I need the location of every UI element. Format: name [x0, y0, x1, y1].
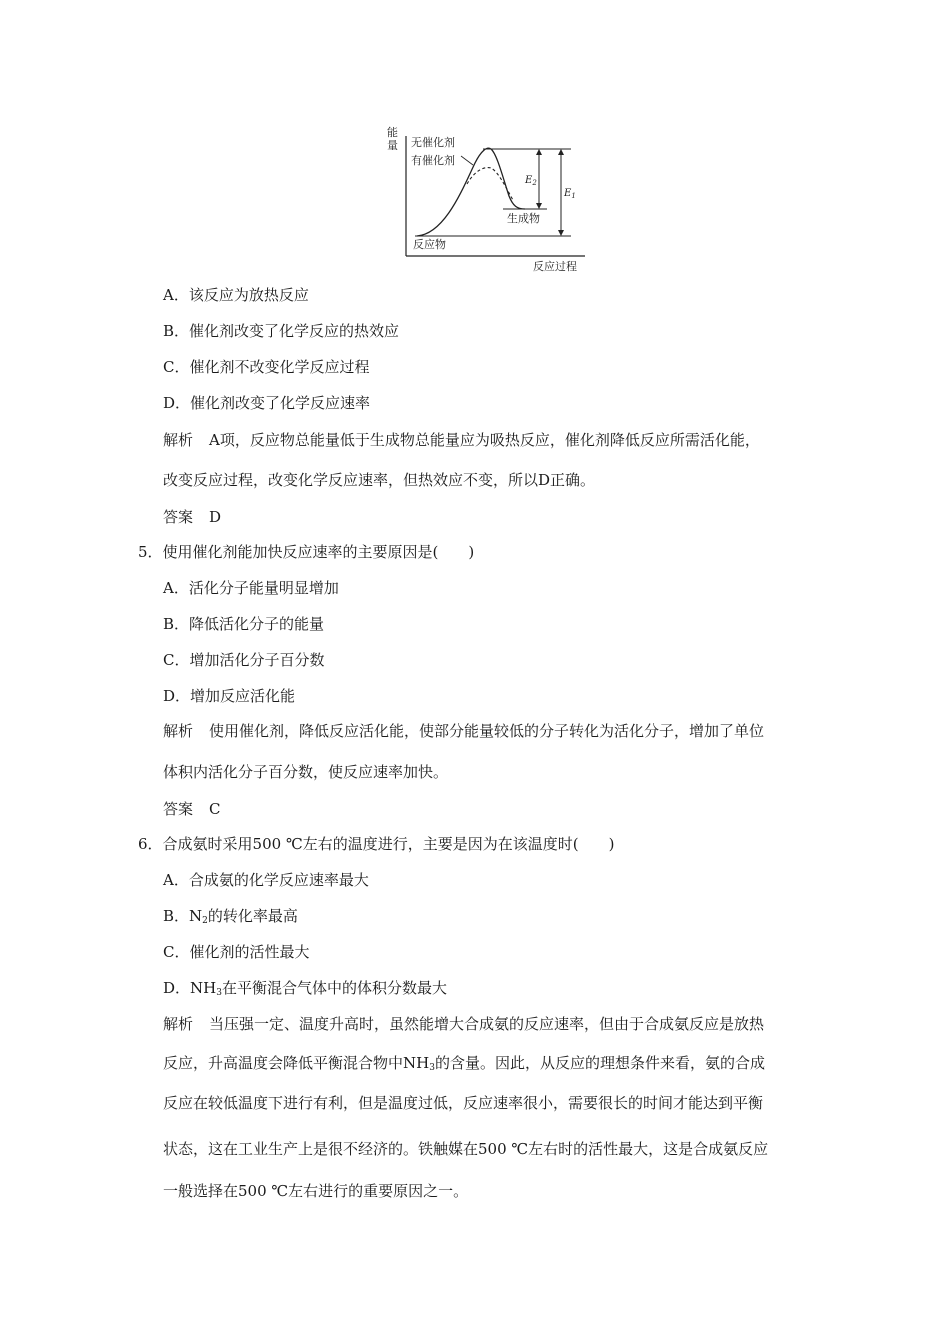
q6-stem: 6．合成氨时采用500 ℃左右的温度进行，主要是因为在该温度时( ): [138, 835, 615, 853]
q6-analysis-line-3: 反应在较低温度下进行有利，但是温度过低，反应速率很小，需要很长的时间才能达到平衡: [163, 1094, 764, 1112]
q4-analysis-text-1: A项，反应物总能量低于生成物总能量应为吸热反应，催化剂降低反应所需活化能，: [209, 431, 760, 449]
q6-option-b: B．$N_2$的转化率最高: [163, 907, 298, 926]
q4-option-c: C．催化剂不改变化学反应过程: [163, 358, 370, 376]
catalyst-pointer: [461, 156, 473, 165]
q5-option-c: C．增加活化分子百分数: [163, 651, 325, 669]
catalyst-label: 有催化剂: [411, 154, 455, 167]
q5-analysis-text-1: 使用催化剂，降低反应活化能，使部分能量较低的分子转化为活化分子，增加了单位: [209, 722, 765, 740]
x-axis-label: 反应过程: [533, 260, 577, 273]
q5-answer-label: 答案: [163, 800, 194, 818]
q4-analysis-line-2: 改变反应过程，改变化学反应速率，但热效应不变，所以D正确。: [163, 471, 596, 489]
energy-diagram-svg: [375, 118, 605, 278]
q5-option-d: D．增加反应活化能: [163, 687, 296, 705]
q6-analysis-line-5: 一般选择在500 ℃左右进行的重要原因之一。: [163, 1182, 469, 1200]
e1-arrow-head-up: [558, 149, 564, 155]
q5-answer-value: C: [209, 800, 221, 818]
q5-analysis-line-1: [163, 721, 764, 741]
q5-answer: [163, 799, 221, 819]
curve-with-catalyst: [467, 168, 513, 200]
energy-diagram: [375, 118, 605, 278]
q4-option-d: D．催化剂改变了化学反应速率: [163, 394, 371, 412]
y-axis-label-1: 能: [387, 126, 398, 139]
products-label: 生成物: [507, 212, 540, 225]
q4-answer: [163, 507, 221, 527]
q4-option-a: A．该反应为放热反应: [163, 286, 309, 304]
q6-option-a: A．合成氨的化学反应速率最大: [163, 871, 369, 889]
q4-option-b: B．催化剂改变了化学反应的热效应: [163, 322, 400, 340]
q6-option-d: D．$NH_3$在平衡混合气体中的体积分数最大: [163, 979, 447, 998]
q5-option-a: A．活化分子能量明显增加: [163, 579, 339, 597]
e2-arrow-head-up: [536, 149, 542, 155]
e2-arrow-head-down: [536, 203, 542, 209]
y-axis-label-2: 量: [387, 139, 398, 152]
q5-option-b: B．降低活化分子的能量: [163, 615, 325, 633]
q4-analysis-label: 解析: [163, 431, 194, 449]
q4-analysis-line-1: [163, 430, 760, 450]
q5-analysis-line-2: 体积内活化分子百分数，使反应速率加快。: [163, 763, 449, 781]
q5-analysis-label: 解析: [163, 722, 194, 740]
reactants-label: 反应物: [413, 238, 446, 251]
q6-analysis-line-4: 状态，这在工业生产上是很不经济的。铁触媒在500 ℃左右时的活性最大，这是合成氨反应: [163, 1140, 769, 1158]
no-catalyst-label: 无催化剂: [411, 136, 455, 149]
q6-analysis-label: 解析: [163, 1015, 194, 1033]
q5-stem: 5．使用催化剂能加快反应速率的主要原因是( ): [138, 543, 475, 561]
e2-label: $E_2$: [525, 175, 537, 187]
e1-arrow-head-down: [558, 230, 564, 236]
q6-analysis-line-2: 反应，升高温度会降低平衡混合物中$NH_3$的含量。因此，从反应的理想条件来看，氨的合成: [163, 1054, 765, 1073]
q6-analysis-text-1: 当压强一定、温度升高时，虽然能增大合成氨的反应速率，但由于合成氨反应是放热: [209, 1015, 765, 1033]
q4-answer-value: D: [209, 508, 222, 526]
q6-option-c: C．催化剂的活性最大: [163, 943, 310, 961]
q6-analysis-line-1: [163, 1014, 764, 1034]
e1-label: $E_1$: [564, 188, 576, 200]
q4-answer-label: 答案: [163, 508, 194, 526]
